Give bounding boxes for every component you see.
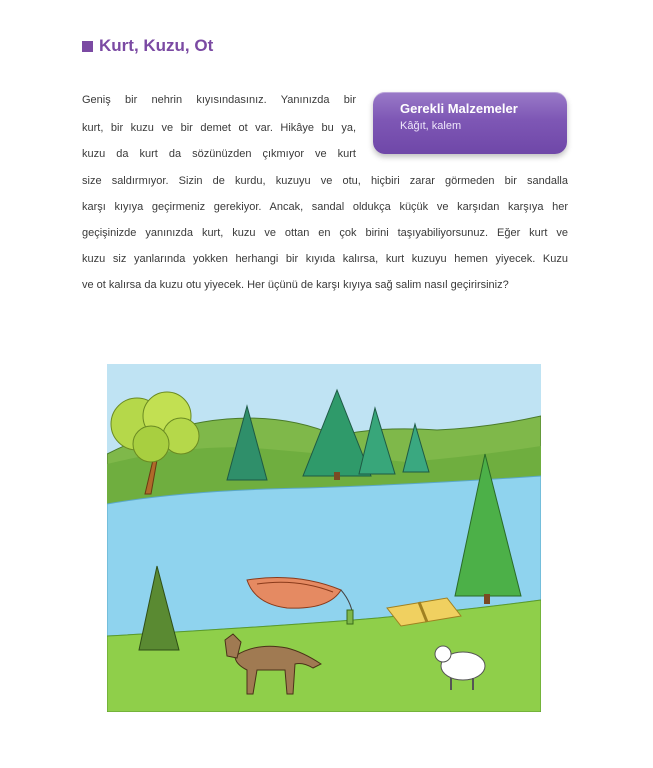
materials-items: Kâğıt, kalem (400, 120, 462, 132)
materials-heading: Gerekli Malzemeler (400, 101, 518, 116)
title-square-icon (82, 41, 93, 52)
paragraph-line-2: kurt, bir kuzu ve bir demet ot var. Hikâye bu ya, (82, 122, 356, 134)
paragraph-line-4: size saldırmıyor. Sizin de kurdu, kuzuyu ve otu, hiçbiri zarar görmeden bir sandalla (82, 175, 568, 187)
paragraph-line-3: kuzu da kurt da sözünüzden çıkmıyor ve kurt (82, 148, 356, 160)
title-text: Kurt, Kuzu, Ot (99, 36, 214, 55)
materials-box (373, 92, 567, 154)
paragraph-line-7: kuzu siz yanlarında yokken herhangi bir kıyıda kalırsa, kurt kuzuyu hemen yiyecek. Kuzu (82, 253, 568, 265)
river-scene-illustration (107, 364, 541, 712)
paragraph-line-5: karşı kıyıya geçirmeniz gerekiyor. Ancak, sandal oldukça küçük ve karşıdan karşıya her (82, 201, 568, 213)
section-title (82, 36, 213, 56)
paragraph-line-1: Geniş bir nehrin kıyısındasınız. Yanınızda bir (82, 94, 356, 106)
paragraph-line-8: ve ot kalırsa da kuzu otu yiyecek. Her üçünü de karşı kıyıya sağ salim nasıl geçirirsiniz? (82, 279, 509, 291)
paragraph-line-6: geçişinizde yanınızda kurt, kuzu ve ottan en çok birini taşıyabiliyorsunuz. Eğer kurt ve (82, 227, 568, 239)
